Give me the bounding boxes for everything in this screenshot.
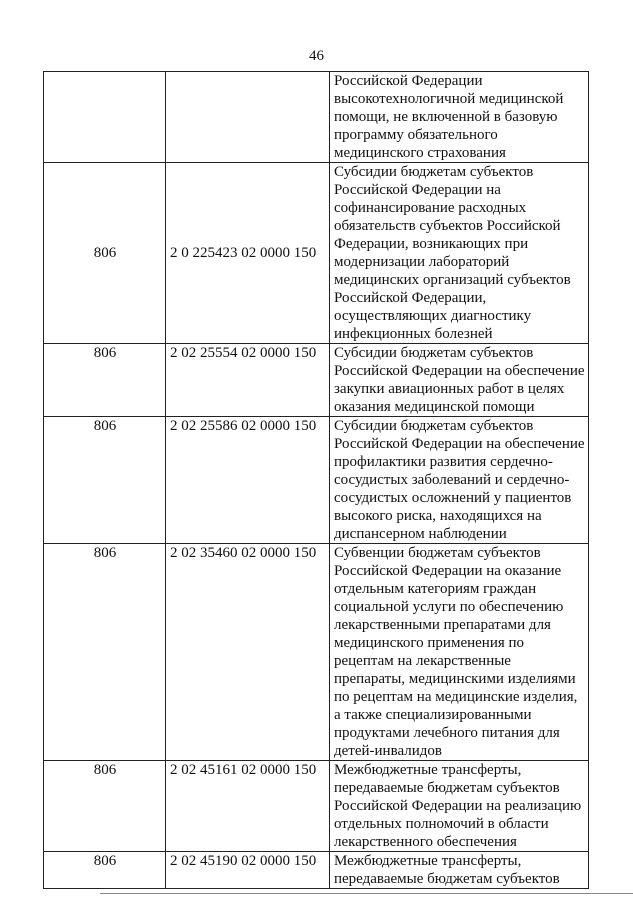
- page-number: 46: [309, 48, 324, 64]
- description-cell: Субсидии бюджетам субъектов Российской Федерации на обеспечение профилактики развития сердечно- сосудистых заболеваний и сердечно- сосудистых осложнений у пациентов высокого риска, находящихся на диспансерном наблюдении: [330, 417, 589, 544]
- scan-edge-line: [100, 893, 633, 894]
- budget-code-cell: 2 0 225423 02 0000 150: [166, 163, 330, 344]
- budget-code-cell: 2 02 25554 02 0000 150: [166, 344, 330, 417]
- admin-code-cell: 806: [44, 163, 166, 344]
- admin-code-cell: 806: [44, 417, 166, 544]
- admin-code-cell: 806: [44, 544, 166, 761]
- admin-code-cell: 806: [44, 761, 166, 852]
- budget-code-cell: 2 02 45190 02 0000 150: [166, 852, 330, 889]
- description-cell: Субсидии бюджетам субъектов Российской Федерации на софинансирование расходных обязательств субъектов Российской Федерации, возникающих при модернизации лабораторий медицинских организаций субъектов Российской Федерации, осуществляющих диагностику инфекционных болезней: [330, 163, 589, 344]
- description-cell: Межбюджетные трансферты, передаваемые бюджетам субъектов Российской Федерации на реализацию отдельных полномочий в области лекарственного обеспечения: [330, 761, 589, 852]
- table-row: [44, 852, 589, 889]
- description-cell: Российской Федерации высокотехнологичной медицинской помощи, не включенной в базовую программу обязательного медицинского страхования: [330, 72, 589, 163]
- table-row: [44, 761, 589, 852]
- budget-table: [43, 71, 589, 889]
- budget-code-cell: 2 02 35460 02 0000 150: [166, 544, 330, 761]
- table-row: [44, 163, 589, 344]
- budget-code-cell: 2 02 45161 02 0000 150: [166, 761, 330, 852]
- description-cell: Субсидии бюджетам субъектов Российской Федерации на обеспечение закупки авиационных работ в целях оказания медицинской помощи: [330, 344, 589, 417]
- admin-code-cell: 806: [44, 852, 166, 889]
- description-cell: Межбюджетные трансферты, передаваемые бюджетам субъектов: [330, 852, 589, 889]
- table-row: [44, 417, 589, 544]
- admin-code-cell: [44, 72, 166, 163]
- admin-code-cell: 806: [44, 344, 166, 417]
- budget-code-cell: 2 02 25586 02 0000 150: [166, 417, 330, 544]
- table-row: [44, 344, 589, 417]
- description-cell: Субвенции бюджетам субъектов Российской Федерации на оказание отдельным категориям граждан социальной услуги по обеспечению лекарственными препаратами для медицинского применения по рецептам на лекарственные препараты, медицинскими изделиями по рецептам на медицинские изделия, а также специализированными продуктами лечебного питания для детей-инвалидов: [330, 544, 589, 761]
- table-row: [44, 544, 589, 761]
- budget-code-cell: [166, 72, 330, 163]
- table-row: [44, 72, 589, 163]
